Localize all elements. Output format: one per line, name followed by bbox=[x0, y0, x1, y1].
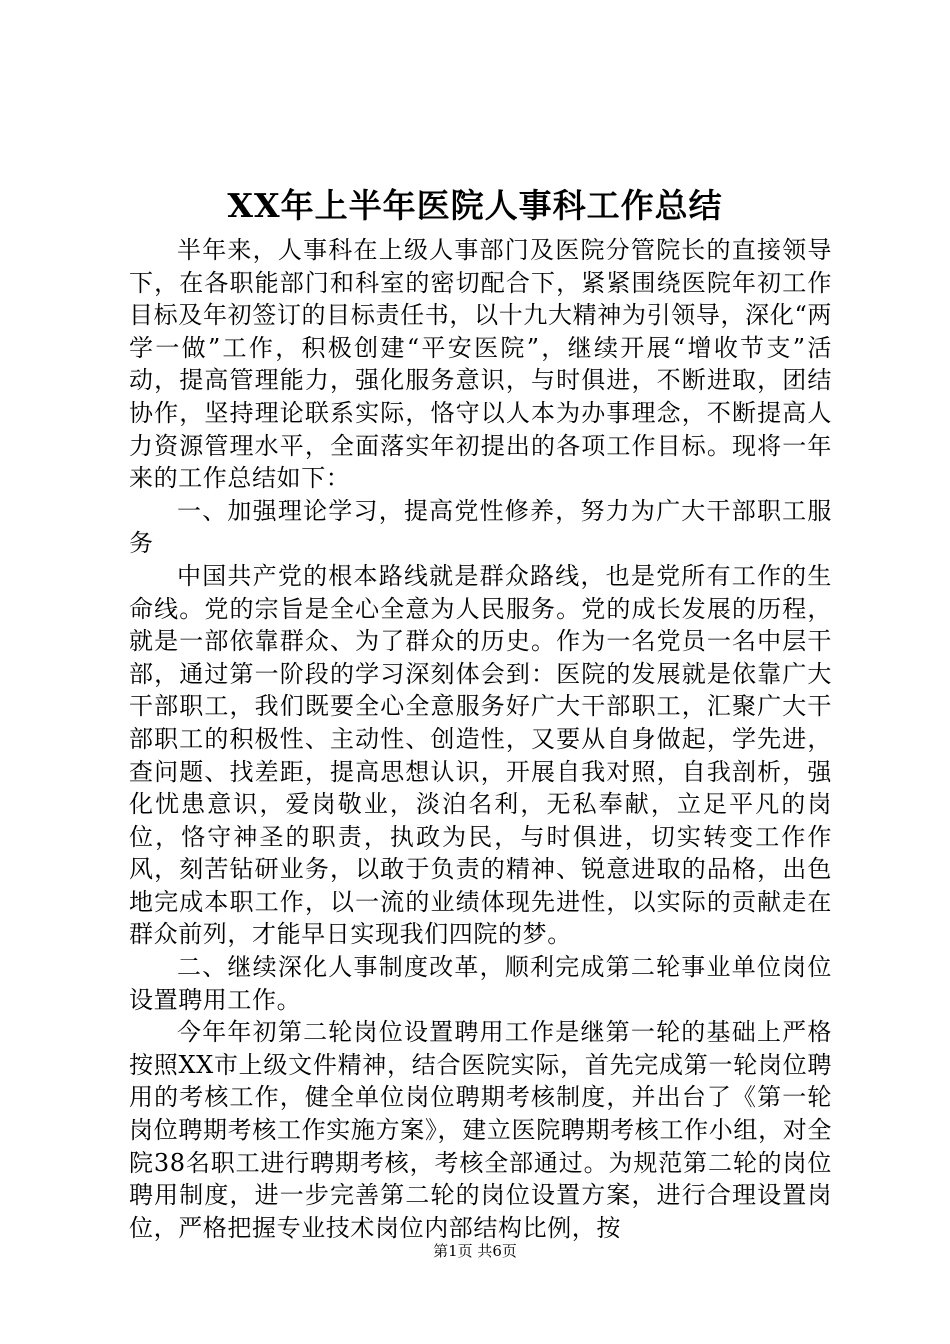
paragraph-section-1: 中国共产党的根本路线就是群众路线，也是党所有工作的生命线。党的宗旨是全心全意为人民服务。党的成长发展的历程，就是一部依靠群众、为了群众的历史。作为一名党员一名中层干部，通过第一阶段的学习深刻体会到：医院的发展就是依靠广大干部职工，我们既要全心全意服务好广大干部职工，汇聚广大干部职工的积极性、主动性、创造性，又要从自身做起，学先进，查问题、找差距，提高思想认识，开展自我对照，自我剖析，强化忧患意识，爱岗敬业，淡泊名利，无私奉献，立足平凡的岗位，恪守神圣的职责，执政为民，与时俱进，切实转变工作作风，刻苦钻研业务，以敢于负责的精神、锐意进取的品格，出色地完成本职工作，以一流的业绩体现先进性，以实际的贡献走在群众前列，才能早日实现我们四院的梦。 bbox=[129, 561, 832, 949]
section-heading-2: 二、继续深化人事制度改革，顺利完成第二轮事业单位岗位设置聘用工作。 bbox=[129, 953, 832, 1014]
document-title: XX年上半年医院人事科工作总结 bbox=[227, 186, 723, 225]
section-heading-1: 一、加强理论学习，提高党性修养，努力为广大干部职工服务 bbox=[129, 496, 832, 558]
document-body bbox=[129, 234, 832, 1244]
paragraph-section-2: 今年年初第二轮岗位设置聘用工作是继第一轮的基础上严格按照XX市上级文件精神，结合医院实际，首先完成第一轮岗位聘用的考核工作，健全单位岗位聘期考核制度，并出台了《第一轮岗位聘期考核工作实施方案》，建立医院聘期考核工作小组，对全院38名职工进行聘期考核，考核全部通过。为规范第二轮的岗位聘用制度，进一步完善第二轮的岗位设置方案，进行合理设置岗位，严格把握专业技术岗位内部结构比例，按 bbox=[129, 1018, 832, 1242]
paragraph-intro: 半年来，人事科在上级人事部门及医院分管院长的直接领导下，在各职能部门和科室的密切配合下，紧紧围绕医院年初工作目标及年初签订的目标责任书，以十九大精神为引领导，深化“两学一做”工作，积极创建“平安医院”，继续开展“增收节支”活动，提高管理能力，强化服务意识，与时俱进，不断进取，团结协作，坚持理论联系实际，恪守以人本为办事理念，不断提高人力资源管理水平，全面落实年初提出的各项工作目标。现将一年来的工作总结如下： bbox=[129, 236, 832, 493]
page-number-footer: 第1页 共6页 bbox=[433, 1242, 517, 1260]
